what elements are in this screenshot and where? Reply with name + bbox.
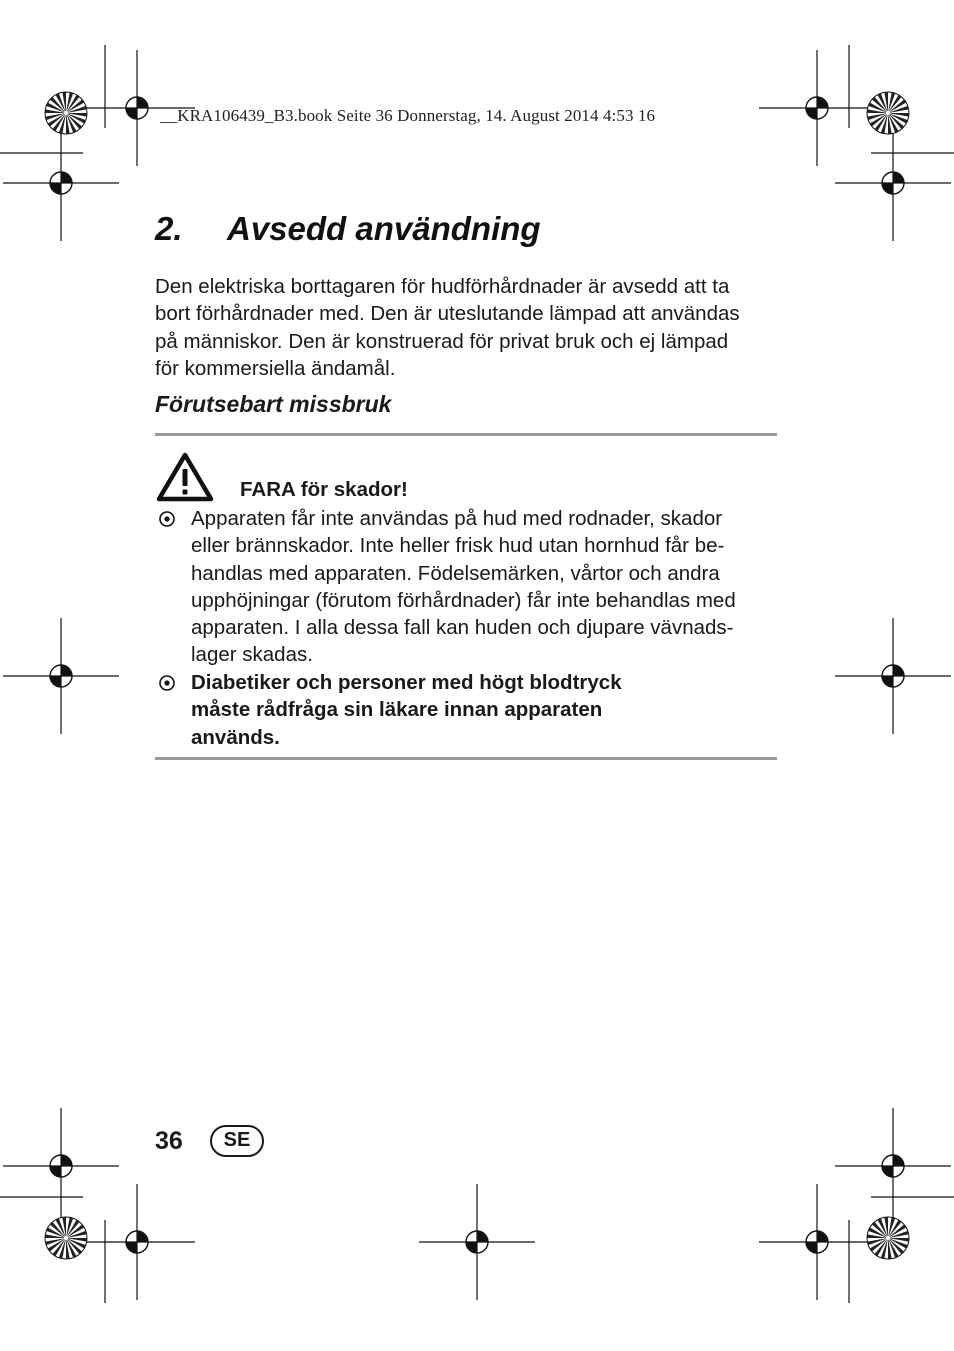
intro-line: bort förhårdnader med. Den är uteslutande lämpad att användas [155,302,740,326]
subheading: Förutsebart missbruk [155,391,392,417]
warning-item-line: Diabetiker och personer med högt blodtryck [191,671,622,694]
warning-box-top-rule [155,433,777,436]
section-title [155,210,541,248]
crosshair-mark-icon [835,125,951,241]
crosshair-mark-icon [835,618,951,734]
intro-paragraph [155,273,785,382]
crosshair-mark-icon [3,1108,119,1224]
section-title-text: Avsedd användning [227,210,541,247]
warning-title: FARA för skador! [240,478,408,501]
warning-item-line: används. [191,725,280,749]
crosshair-mark-icon [835,1108,951,1224]
crosshair-mark-icon [759,1184,875,1300]
warning-item [191,505,791,669]
intro-line: på människor. Den är konstruerad för privat bruk och ej lämpad [155,329,729,353]
crosshair-mark-icon [419,1184,535,1300]
intro-line: för kommersiella ändamål. [155,356,396,380]
warning-item-line: apparaten. I alla dessa fall kan huden och djupare vävnads- [191,616,734,640]
circled-dot-bullet-icon [158,510,176,528]
section-number: 2. [155,210,183,247]
warning-item-bold [191,669,791,751]
crosshair-mark-icon [759,50,875,166]
warning-item-line: upphöjningar (förutom förhårdnader) får inte behandlas med [191,588,736,612]
warning-triangle-icon [156,452,214,502]
intro-line: Den elektriska borttagaren för hudförhårdnader är avsedd att ta [155,275,730,298]
starburst-mark-icon [45,92,87,134]
crosshair-mark-icon [79,1184,195,1300]
crosshair-mark-icon [3,125,119,241]
warning-box-bottom-rule [155,757,777,760]
warning-item-line: handlas med apparaten. Födelsemärken, vårtor och andra [191,561,720,585]
page-number: 36 [155,1127,183,1155]
warning-item-line: eller brännskador. Inte heller frisk hud utan hornhud får be- [191,534,725,558]
warning-item-line: Apparaten får inte användas på hud med rodnader, skador [191,507,723,530]
warning-item-line: måste rådfråga sin läkare innan apparaten [191,698,603,722]
starburst-mark-icon [867,1217,909,1259]
circled-dot-bullet-icon [158,674,176,692]
starburst-mark-icon [45,1217,87,1259]
crosshair-mark-icon [3,618,119,734]
language-badge: SE [210,1125,264,1157]
starburst-mark-icon [867,92,909,134]
print-header: __KRA106439_B3.book Seite 36 Donnerstag, 14. August 2014 4:53 16 [160,106,656,125]
warning-item-line: lager skadas. [191,643,313,667]
